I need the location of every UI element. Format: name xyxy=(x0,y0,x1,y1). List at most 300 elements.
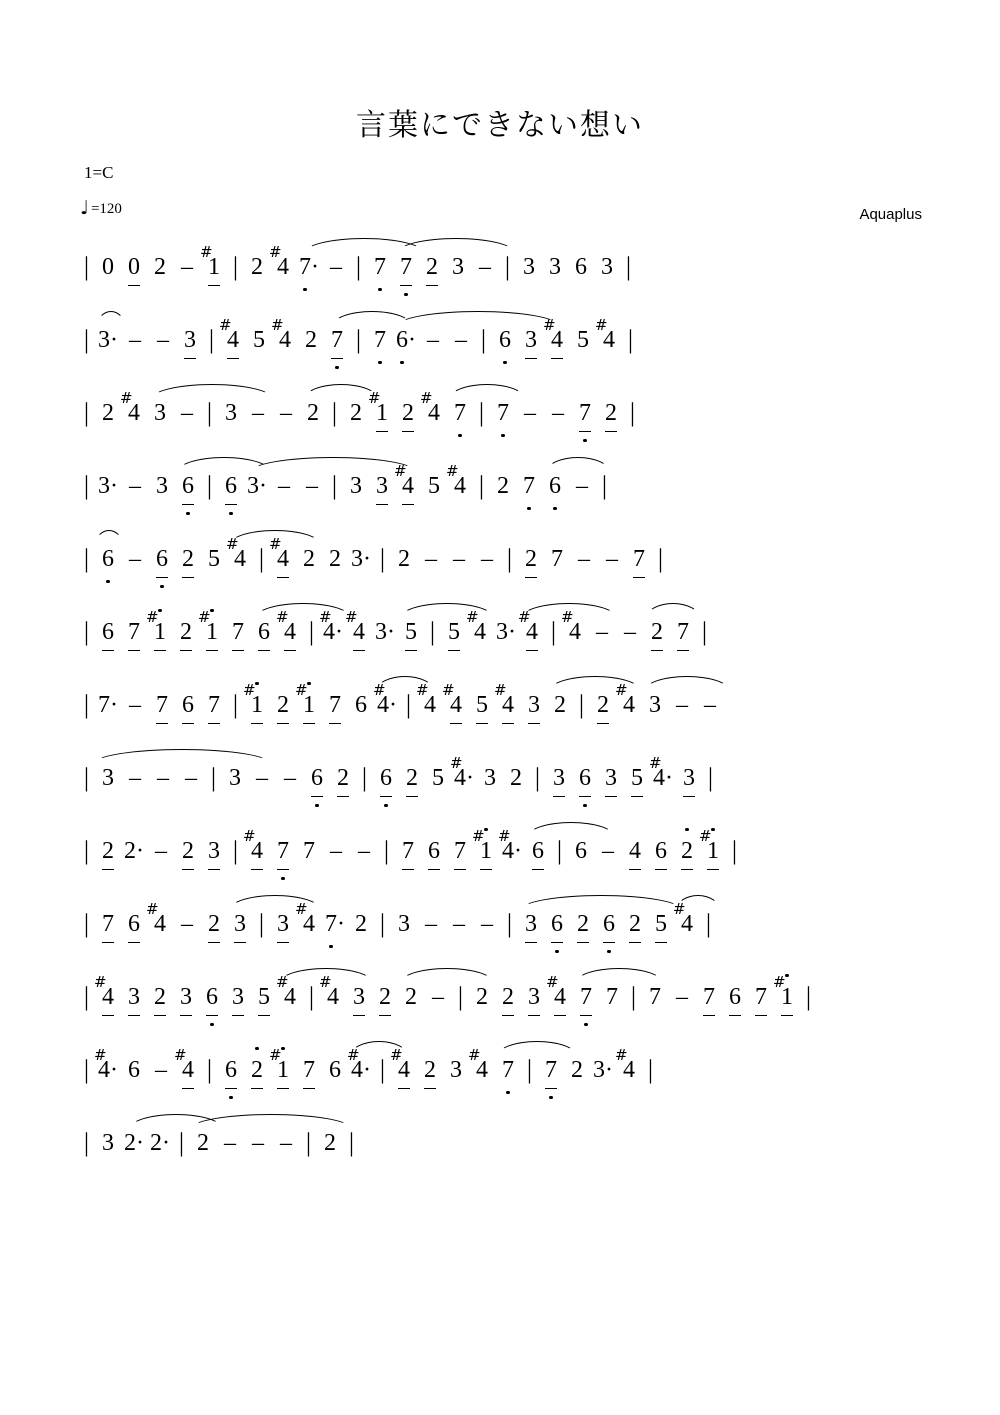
barline: | xyxy=(647,1055,654,1084)
note-extender: – xyxy=(596,619,608,645)
note-extender: – xyxy=(330,838,342,864)
note: 3 xyxy=(346,962,372,1016)
notation-line xyxy=(0,962,1000,1035)
note: 7 xyxy=(303,838,315,864)
barline: | xyxy=(206,471,213,500)
note: # 4 xyxy=(277,962,303,1014)
note-extender: – xyxy=(129,473,141,499)
note: 2 xyxy=(598,378,624,432)
note: 6 xyxy=(95,524,121,576)
notation-line xyxy=(0,305,1000,378)
note: 6 xyxy=(251,597,277,651)
note: 7 xyxy=(447,378,473,430)
note: # 4· xyxy=(649,754,673,791)
note: 2 xyxy=(547,670,573,722)
note-extender: – xyxy=(185,765,197,791)
barline: | xyxy=(429,617,436,646)
note: 7 xyxy=(696,962,722,1016)
note: 6 xyxy=(722,962,748,1016)
note-extender: – xyxy=(481,911,493,937)
note: # 4 xyxy=(120,389,140,426)
barline: | xyxy=(625,252,632,281)
note: 2 xyxy=(147,962,173,1016)
note-extender: – xyxy=(155,1057,167,1083)
note: 6 xyxy=(542,451,568,503)
note: 5 xyxy=(469,670,495,724)
notation-line xyxy=(0,816,1000,889)
note: 3· xyxy=(244,451,270,503)
notation-line xyxy=(0,524,1000,597)
note: 7 xyxy=(649,984,661,1010)
note: 6 xyxy=(304,743,330,797)
note: 2 xyxy=(303,546,315,572)
barline: | xyxy=(232,252,239,281)
note: # 4 xyxy=(420,389,440,426)
note: 0 xyxy=(121,232,147,286)
note: # 4· xyxy=(374,670,400,722)
barline: | xyxy=(805,982,812,1011)
note: # 1 xyxy=(244,670,270,724)
note: 3 xyxy=(598,743,624,797)
barline: | xyxy=(178,1128,185,1157)
note: 2 xyxy=(590,670,616,724)
note: # 4 xyxy=(269,243,289,280)
note: 7· xyxy=(322,889,348,941)
note-extender: – xyxy=(330,254,342,280)
note: 6 xyxy=(596,889,622,943)
note: 3· xyxy=(593,1057,613,1083)
note: # 4 xyxy=(295,900,315,937)
note: 2 xyxy=(399,743,425,797)
note: # 4 xyxy=(495,670,521,724)
note: 3 xyxy=(229,765,241,791)
note: 7 xyxy=(748,962,774,1016)
barline: | xyxy=(232,836,239,865)
note: 2 xyxy=(518,524,544,578)
note: 3 xyxy=(676,743,702,797)
barline: | xyxy=(210,763,217,792)
note: 6 xyxy=(121,889,147,943)
note: 3 xyxy=(518,889,544,943)
note: 3 xyxy=(147,378,173,430)
note: 6 xyxy=(329,1057,341,1083)
note: # 4· xyxy=(450,754,474,791)
note: 3 xyxy=(523,254,535,280)
barline: | xyxy=(707,763,714,792)
note: 3 xyxy=(521,962,547,1016)
note: 5 xyxy=(251,962,277,1016)
barline: | xyxy=(478,471,485,500)
note: 3 xyxy=(369,451,395,505)
note: 2 xyxy=(244,1035,270,1089)
note-extender: – xyxy=(524,400,536,426)
barline: | xyxy=(379,544,386,573)
note: 3 xyxy=(452,254,464,280)
note-extender: – xyxy=(181,911,193,937)
note: 6 xyxy=(95,597,121,651)
note: 2 xyxy=(419,232,445,286)
note: # 4 xyxy=(270,524,296,578)
barline: | xyxy=(578,690,585,719)
note: 6 xyxy=(525,816,551,870)
note: 2 xyxy=(154,254,166,280)
note: 2 xyxy=(305,327,317,353)
note-extender: – xyxy=(578,546,590,572)
note: 2· xyxy=(150,1130,170,1156)
note-extender: – xyxy=(358,838,370,864)
note: 6 xyxy=(175,451,201,505)
barline: | xyxy=(305,1128,312,1157)
barline: | xyxy=(331,471,338,500)
note: 7 xyxy=(367,305,393,357)
note: 3 xyxy=(350,473,362,499)
note: 7 xyxy=(395,816,421,870)
note: 0 xyxy=(102,254,114,280)
barline: | xyxy=(258,544,265,573)
notation-line xyxy=(0,743,1000,816)
barline: | xyxy=(83,763,90,792)
note: 7 xyxy=(393,232,419,286)
note-extender: – xyxy=(704,692,716,718)
note: 3 xyxy=(102,1130,114,1156)
barline: | xyxy=(83,325,90,354)
note-extender: – xyxy=(606,546,618,572)
note: 6 xyxy=(149,524,175,578)
barline: | xyxy=(206,398,213,427)
note: # 4 xyxy=(674,889,700,941)
note: 2 xyxy=(95,816,121,870)
note: 7 xyxy=(516,451,542,503)
barline: | xyxy=(232,690,239,719)
note: # 4 xyxy=(561,608,581,645)
note: 7 xyxy=(149,670,175,724)
note: # 4 xyxy=(466,608,486,645)
note-extender: – xyxy=(676,984,688,1010)
note: # 1 xyxy=(270,1035,296,1089)
barline: | xyxy=(83,544,90,573)
barline: | xyxy=(355,325,362,354)
note: 7 xyxy=(95,889,121,943)
note: # 4 xyxy=(615,1046,635,1083)
note-extender: – xyxy=(624,619,636,645)
note-extender: – xyxy=(425,546,437,572)
note: # 4 xyxy=(519,597,545,651)
note: 3 xyxy=(173,962,199,1016)
note: # 4 xyxy=(271,316,291,353)
note: 2 xyxy=(674,816,700,870)
note: 2 xyxy=(102,400,114,426)
barline: | xyxy=(630,982,637,1011)
note: 7· xyxy=(296,232,322,284)
note: 3 xyxy=(521,670,547,724)
barline: | xyxy=(526,1055,533,1084)
note: 5 xyxy=(432,765,444,791)
note: 7 xyxy=(225,597,251,651)
note: 2 xyxy=(251,254,263,280)
note: # 1 xyxy=(296,670,322,724)
note: 3 xyxy=(549,254,561,280)
note-extender: – xyxy=(432,984,444,1010)
barline: | xyxy=(83,1128,90,1157)
composer-credit: Aquaplus xyxy=(859,206,922,223)
note: 5 xyxy=(577,327,589,353)
note: 2 xyxy=(350,400,362,426)
note: 7 xyxy=(201,670,227,724)
note-extender: – xyxy=(181,254,193,280)
note: 6 xyxy=(575,838,587,864)
note-extender: – xyxy=(453,546,465,572)
note: # 4 xyxy=(244,816,270,870)
barline: | xyxy=(701,617,708,646)
note: 2 xyxy=(173,597,199,651)
note: 2 xyxy=(324,1130,336,1156)
note-extender: – xyxy=(427,327,439,353)
note-extender: – xyxy=(602,838,614,864)
note-extender: – xyxy=(129,692,141,718)
note-extender: – xyxy=(157,327,169,353)
note-extender: – xyxy=(129,327,141,353)
note: 7 xyxy=(670,597,696,651)
note: # 1 xyxy=(369,378,395,432)
note: # 4 xyxy=(547,962,573,1016)
note: # 1 xyxy=(199,597,225,651)
note: 3· xyxy=(496,619,516,645)
note: 5 xyxy=(441,597,467,651)
barline: | xyxy=(83,471,90,500)
note: 6 xyxy=(373,743,399,797)
note: # 4· xyxy=(498,827,522,864)
note: 6 xyxy=(128,1057,140,1083)
notation-line xyxy=(0,378,1000,451)
note: # 1 xyxy=(201,232,227,286)
note: # 4 xyxy=(446,462,466,499)
note: 2 xyxy=(330,743,356,797)
note: 5 xyxy=(624,743,650,797)
note: 2 xyxy=(510,765,522,791)
note: # 1 xyxy=(700,816,726,870)
note: 2 xyxy=(201,889,227,943)
barline: | xyxy=(506,544,513,573)
note-extender: – xyxy=(252,400,264,426)
notation-body xyxy=(0,232,1000,1181)
note: 6 xyxy=(199,962,225,1016)
note: 3 xyxy=(518,305,544,359)
notation-line xyxy=(0,232,1000,305)
note: 6 xyxy=(575,254,587,280)
barline: | xyxy=(506,909,513,938)
note: 5 xyxy=(428,473,440,499)
barline: | xyxy=(308,982,315,1011)
note: 7 xyxy=(572,378,598,432)
note: 3 xyxy=(642,670,668,722)
note: 7 xyxy=(495,1035,521,1087)
note: # 4 xyxy=(175,1035,201,1089)
note: 2 xyxy=(190,1108,216,1160)
note: 2 xyxy=(395,378,421,432)
note: 2 xyxy=(571,1057,583,1083)
note: 5 xyxy=(253,327,265,353)
note: 2· xyxy=(121,1108,147,1160)
notation-line xyxy=(0,597,1000,670)
note: # 4 xyxy=(227,524,253,576)
note: 2 xyxy=(300,378,326,430)
barline: | xyxy=(83,690,90,719)
notation-line xyxy=(0,670,1000,743)
note: 6 xyxy=(218,1035,244,1089)
note: # 4 xyxy=(146,900,166,937)
note: 3 xyxy=(227,889,253,943)
note: 2 xyxy=(175,524,201,578)
note: 2 xyxy=(495,962,521,1016)
tempo-marking xyxy=(80,197,122,219)
note: 2 xyxy=(398,546,410,572)
note: 6 xyxy=(355,692,367,718)
note: 3 xyxy=(484,765,496,791)
note-extender: – xyxy=(181,400,193,426)
note: 2 xyxy=(175,816,201,870)
note: 3· xyxy=(351,546,371,572)
note-extender: – xyxy=(129,546,141,572)
note-extender: – xyxy=(552,400,564,426)
barline: | xyxy=(83,617,90,646)
key-signature: 1=C xyxy=(84,163,114,182)
quarter-note-icon: ♩ xyxy=(80,197,89,219)
note: 6 xyxy=(572,743,598,797)
barline: | xyxy=(83,1055,90,1084)
note: 6 xyxy=(492,305,518,357)
note: 7 xyxy=(573,962,599,1016)
note: # 4· xyxy=(319,608,343,645)
barline: | xyxy=(83,836,90,865)
note: 2 xyxy=(372,962,398,1016)
barline: | xyxy=(478,398,485,427)
note: # 4 xyxy=(391,1035,417,1089)
barline: | xyxy=(355,252,362,281)
note: 6 xyxy=(544,889,570,943)
note: 7 xyxy=(322,670,348,724)
note: 3 xyxy=(225,962,251,1016)
note-extender: – xyxy=(280,400,292,426)
tempo-value: =120 xyxy=(90,201,122,217)
note: 7 xyxy=(626,524,652,578)
note: # 4 xyxy=(416,681,436,718)
note: 3· xyxy=(98,473,118,499)
note: 3 xyxy=(398,911,410,937)
note: # 4· xyxy=(94,1046,118,1083)
note-extender: – xyxy=(256,765,268,791)
note: 7 xyxy=(490,378,516,430)
note-extender: – xyxy=(155,838,167,864)
note: 3 xyxy=(601,254,613,280)
note: 7 xyxy=(551,546,563,572)
note-extender: – xyxy=(278,473,290,499)
note: 3 xyxy=(177,305,203,359)
note: 2 xyxy=(622,889,648,943)
barline: | xyxy=(457,982,464,1011)
barline: | xyxy=(480,325,487,354)
note-extender: – xyxy=(280,1130,292,1156)
note: 2 xyxy=(270,670,296,724)
note-extender: – xyxy=(306,473,318,499)
barline: | xyxy=(405,690,412,719)
barline: | xyxy=(308,617,315,646)
note: 4 xyxy=(622,816,648,870)
note: # 4 xyxy=(346,597,372,651)
note-extender: – xyxy=(157,765,169,791)
note: 7 xyxy=(447,816,473,870)
note: 3· xyxy=(95,305,121,357)
note: 3 xyxy=(121,962,147,1016)
barline: | xyxy=(601,471,608,500)
note-extender: – xyxy=(576,473,588,499)
note: 2· xyxy=(124,838,144,864)
barline: | xyxy=(208,325,215,354)
note: 3 xyxy=(450,1057,462,1083)
note-extender: – xyxy=(453,911,465,937)
note: 3 xyxy=(270,889,296,943)
note: 2 xyxy=(398,962,424,1014)
note-extender: – xyxy=(425,911,437,937)
note: # 4 xyxy=(468,1046,488,1083)
note: 7 xyxy=(121,597,147,651)
note: # 4 xyxy=(395,451,421,505)
note: 2 xyxy=(570,889,596,943)
note: 7 xyxy=(296,1035,322,1089)
note: # 4 xyxy=(319,973,339,1010)
barline: | xyxy=(83,398,90,427)
note-extender: – xyxy=(284,765,296,791)
note: 7· xyxy=(98,692,118,718)
barline: | xyxy=(705,909,712,938)
barline: | xyxy=(83,982,90,1011)
note: 3 xyxy=(95,743,121,795)
barline: | xyxy=(627,325,634,354)
note: 3 xyxy=(225,400,237,426)
note: 5 xyxy=(398,597,424,651)
note: # 4 xyxy=(615,681,635,718)
note: 3· xyxy=(375,619,395,645)
note-extender: – xyxy=(252,1130,264,1156)
barline: | xyxy=(331,398,338,427)
note: 7 xyxy=(270,816,296,870)
note: # 4 xyxy=(544,305,570,359)
note: 2 xyxy=(476,984,488,1010)
note: 2 xyxy=(329,546,341,572)
note: 6· xyxy=(393,305,419,357)
barline: | xyxy=(83,252,90,281)
note-extender: – xyxy=(479,254,491,280)
note-extender: – xyxy=(676,692,688,718)
note: 2 xyxy=(497,473,509,499)
note: # 4 xyxy=(443,670,469,724)
barline: | xyxy=(534,763,541,792)
note: 2 xyxy=(644,597,670,651)
note: 2 xyxy=(355,911,367,937)
note: # 4 xyxy=(220,305,246,359)
barline: | xyxy=(206,1055,213,1084)
barline: | xyxy=(361,763,368,792)
note: # 1 xyxy=(774,962,800,1016)
note: # 4 xyxy=(95,962,121,1016)
note: 7 xyxy=(367,232,393,284)
notation-line xyxy=(0,451,1000,524)
note: # 1 xyxy=(147,597,173,651)
barline: | xyxy=(379,909,386,938)
note: 7 xyxy=(606,984,618,1010)
barline: | xyxy=(348,1128,355,1157)
note: 6 xyxy=(218,451,244,505)
note: 5 xyxy=(208,546,220,572)
